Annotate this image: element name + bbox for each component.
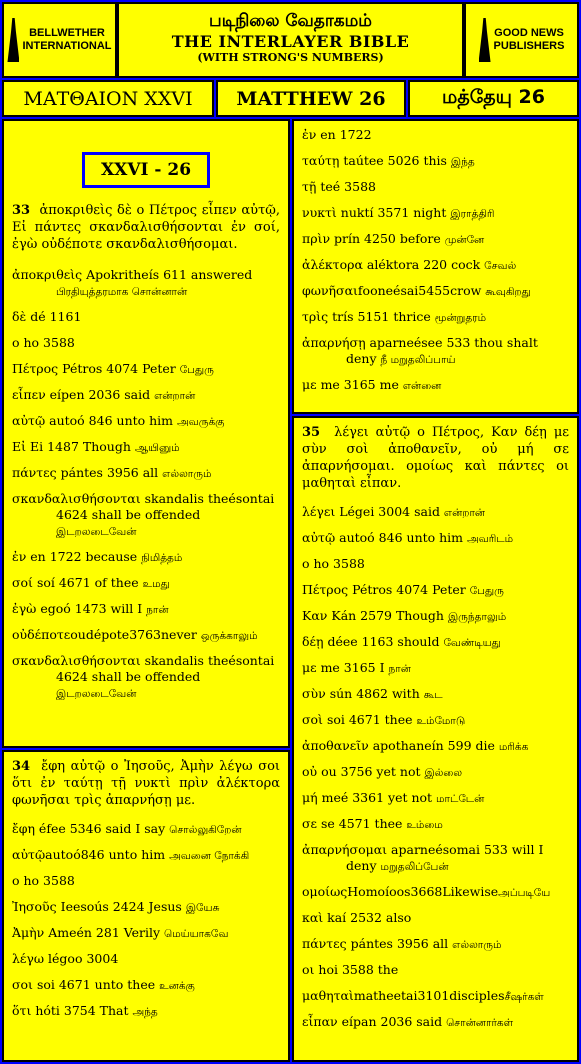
nav-tamil-label: மத்தேயு 26 (442, 86, 545, 108)
greek-word: ἀλέκτορα (302, 257, 363, 272)
word-gloss: soi 4671 unto thee (32, 977, 160, 992)
greek-word: Καν (302, 608, 328, 623)
word-gloss: egoó 1473 will I (36, 601, 147, 616)
tamil-gloss: நான் (146, 604, 169, 616)
verse-number: 33 (12, 203, 31, 218)
greek-word: τρὶς (302, 309, 329, 324)
word-gloss: Ieesoús 2424 Jesus (56, 899, 186, 914)
word-gloss: autoó 846 unto him (45, 413, 178, 428)
word-entry (12, 627, 280, 644)
word-entry (12, 465, 280, 482)
greek-word: τῇ (302, 179, 317, 194)
word-entry (12, 361, 280, 378)
nav-tamil (408, 80, 579, 117)
word-entry (302, 660, 569, 677)
tamil-gloss: என்றான் (154, 390, 196, 402)
word-entry (12, 873, 280, 890)
verse-34-text (12, 758, 280, 809)
word-entry (12, 413, 280, 430)
word-gloss: soi 4671 thee (322, 712, 417, 727)
greek-word: ἐν (12, 549, 27, 564)
greek-word: σε (302, 816, 318, 831)
word-entry (12, 1003, 280, 1020)
word-gloss: ho 3588 (19, 335, 75, 350)
word-entry (12, 309, 280, 326)
word-entry (302, 1014, 569, 1031)
tamil-gloss: இந்த (450, 156, 475, 168)
tamil-gloss: ஒருக்காலும் (200, 630, 258, 642)
tamil-gloss: உமது (142, 578, 170, 590)
greek-word: Ἀμὴν (12, 925, 45, 940)
greek-word: σοι (12, 977, 33, 992)
word-entry (302, 205, 569, 222)
word-gloss: éfee 5346 said I say (34, 821, 170, 836)
greek-word: σοὶ (302, 712, 323, 727)
greek-word: σοί (12, 575, 33, 590)
greek-word: ἀπαρνήσῃ (302, 335, 366, 350)
greek-word: ομοίως (302, 884, 348, 899)
greek-word: ο (12, 873, 20, 888)
tamil-gloss: அவனை நோக்கி (169, 850, 250, 862)
word-gloss: soí 4671 of thee (32, 575, 143, 590)
tamil-gloss: இல்லை (424, 767, 463, 779)
word-list (302, 504, 569, 1031)
word-entry (12, 977, 280, 994)
word-entry (302, 790, 569, 807)
word-gloss: Légei 3004 said (335, 504, 444, 519)
word-gloss: prín 4250 before (330, 231, 445, 246)
word-entry (12, 267, 280, 300)
greek-word: ἐν (302, 127, 317, 142)
greek-word: αὐτῷ (12, 413, 46, 428)
greek-word: οὐδέποτε (12, 627, 71, 642)
chapter-badge: XXVI - 26 (82, 152, 210, 188)
word-entry (302, 556, 569, 573)
greek-word: ἀποκριθεὶς (12, 267, 83, 282)
word-gloss: Homoíoos3668Likewise (347, 884, 499, 899)
tamil-gloss: என்றான் (443, 507, 486, 519)
tamil-gloss: மூன்றுதரம் (434, 312, 487, 324)
greek-word: δὲ (12, 309, 27, 324)
tamil-gloss: இராத்திரி (450, 208, 495, 220)
word-gloss: en 1722 (316, 127, 372, 142)
logo-right-line1: GOOD NEWS (494, 27, 564, 39)
tamil-gloss: முன்னே (444, 234, 485, 246)
word-gloss: autoó846 unto him (45, 847, 170, 862)
word-list (12, 267, 280, 702)
greek-word: σκανδαλισθήσονται (12, 653, 141, 668)
tamil-gloss: இடறலடைவேன் (56, 526, 137, 538)
tamil-gloss: இடறலடைவேன் (56, 688, 137, 700)
word-entry (302, 377, 569, 394)
word-entry (302, 127, 569, 144)
greek-word: μή (302, 790, 318, 805)
greek-word: Πέτρος (12, 361, 59, 376)
word-entry (302, 153, 569, 170)
tamil-gloss: சொல்லுகிறேன் (169, 824, 242, 836)
verse-greek-text: ἔφη αὐτῷ ο Ἰησοῦς, Ἀμὴν λέγω σοι ὅτι ἐν ταύτῃ τῇ νυκτὶ πρὶν ἀλέκτορα φωνῆσαι τρὶς ἀπαρνήσῃ με. (12, 759, 280, 808)
word-gloss: taútee 5026 this (339, 153, 451, 168)
word-entry (12, 925, 280, 942)
word-entry (302, 530, 569, 547)
verse-33-panel (2, 119, 290, 748)
word-gloss: hoi 3588 the (314, 962, 399, 977)
tamil-gloss: சீஷர்கள் (504, 991, 544, 1003)
greek-word: οι (302, 962, 315, 977)
greek-word: ἐγὼ (12, 601, 37, 616)
verse-35-text (302, 424, 569, 492)
word-entry (302, 842, 569, 875)
word-entry (302, 582, 569, 599)
verse-33-text (12, 202, 280, 253)
bellwether-logo (2, 2, 117, 78)
word-entry (12, 601, 280, 618)
greek-word: ἀπαρνήσομαι (302, 842, 388, 857)
verse-34-continued-panel (292, 119, 579, 414)
logo-left-line1: BELLWETHER (29, 27, 105, 39)
bellwether-logo-icon (7, 18, 19, 62)
word-entry (302, 608, 569, 625)
tamil-gloss: மறுதலிப்பேன் (380, 861, 449, 873)
nav-greek-label: ΜΑΤΘΑΙΟΝ XXVI (23, 87, 193, 110)
tamil-gloss: மெய்யாகவே (164, 928, 229, 940)
greek-word: Εἰ (12, 439, 27, 454)
greek-word: νυκτὶ (302, 205, 337, 220)
word-gloss: déee 1163 should (323, 634, 444, 649)
tamil-gloss: அவருக்கு (177, 416, 225, 428)
word-gloss: trís 5151 thrice (328, 309, 435, 324)
title-tamil: படிநிலை வேதாகமம் (209, 11, 372, 31)
word-gloss: kaí 2532 also (323, 910, 412, 925)
tamil-gloss: கூட (423, 689, 443, 701)
word-entry (302, 283, 569, 300)
word-gloss: nuktí 3571 night (336, 205, 451, 220)
word-gloss: ho 3588 (309, 556, 365, 571)
greek-word: ὅτι (12, 1003, 32, 1018)
greek-word: ο (12, 335, 20, 350)
logo-left-line2: INTERNATIONAL (22, 40, 112, 52)
tamil-gloss: கூவுகிறது (485, 286, 531, 298)
tamil-gloss: பேதுரு (469, 585, 504, 597)
greek-word: ο (302, 556, 310, 571)
word-gloss: oudépote3763never (70, 627, 201, 642)
word-gloss: aparneésomai 533 will I deny (346, 842, 544, 873)
greek-word: πρὶν (302, 231, 331, 246)
word-entry (302, 738, 569, 755)
word-gloss: Ei 1487 Though (26, 439, 135, 454)
verse-34-panel (2, 750, 290, 1062)
word-gloss: sún 4862 with (325, 686, 424, 701)
greek-word: πάντες (302, 936, 347, 951)
greek-word: αὐτῷ (302, 530, 336, 545)
word-gloss: Pétros 4074 Peter (348, 582, 470, 597)
word-entry (12, 847, 280, 864)
nav-greek (2, 80, 214, 117)
word-entry (302, 504, 569, 521)
tamil-gloss: சேவல் (484, 260, 517, 272)
word-entry (12, 951, 280, 968)
greek-word: Ἰησοῦς (12, 899, 57, 914)
word-entry (302, 712, 569, 729)
tamil-gloss: அந்த (132, 1006, 158, 1018)
word-list (302, 127, 569, 394)
word-gloss: matheetai3101disciples (353, 988, 505, 1003)
verse-number: 34 (12, 759, 31, 774)
word-gloss: me 3165 I (316, 660, 389, 675)
greek-word: μαθηταὶ (302, 988, 354, 1003)
word-gloss: teé 3588 (316, 179, 376, 194)
greek-word: ταύτῃ (302, 153, 340, 168)
word-gloss: légoo 3004 (44, 951, 119, 966)
greek-word: δέῃ (302, 634, 324, 649)
tamil-gloss: நீ மறுதலிப்பாய் (380, 354, 456, 366)
tamil-gloss: நிமித்தம் (141, 552, 183, 564)
greek-word: ἔφη (12, 821, 35, 836)
greek-word: σὺν (302, 686, 326, 701)
word-entry (12, 439, 280, 456)
greek-word: με (302, 377, 317, 392)
word-gloss: Ameén 281 Verily (44, 925, 165, 940)
word-gloss: pántes 3956 all (56, 465, 163, 480)
greek-word: φωνῆσαι (302, 283, 358, 298)
word-list (12, 821, 280, 1020)
word-gloss: fooneésai5455crow (357, 283, 486, 298)
greek-word: εἶπαν (302, 1014, 338, 1029)
tamil-gloss: மாட்டேன் (436, 793, 485, 805)
word-gloss: pántes 3956 all (346, 936, 453, 951)
word-entry (302, 936, 569, 953)
word-entry (12, 491, 280, 540)
tamil-gloss: பிரதியுத்தரமாக சொன்னான் (56, 286, 188, 298)
word-entry (302, 257, 569, 274)
verse-greek-text: λέγει αὐτῷ ο Πέτρος, Καν δέῃ με σὺν σοὶ ἀποθανεῖν, οὐ μή σε ἀπαρνήσομαι. ομοίως καὶ πάντες οι μαθηταὶ εἶπαν. (302, 425, 570, 491)
word-entry (302, 988, 569, 1005)
word-gloss: en 1722 because (26, 549, 142, 564)
word-gloss: Kán 2579 Though (327, 608, 448, 623)
greek-word: λέγω (12, 951, 45, 966)
good-news-logo (464, 2, 579, 78)
word-entry (302, 335, 569, 368)
verse-greek-text: ἀποκριθεὶς δὲ ο Πέτρος εἶπεν αὐτῷ, Εἰ πάντες σκανδαλισθήσονται ἐν σοί, ἐγὼ οὐδέποτε σκανδαλισθήσομαι. (12, 203, 280, 252)
verse-35-panel (292, 416, 579, 1062)
title-subtitle: (WITH STRONG'S NUMBERS) (197, 51, 384, 64)
word-entry (12, 335, 280, 352)
tamil-gloss: பேதுரு (179, 364, 214, 376)
greek-word: εἶπεν (12, 387, 46, 402)
word-gloss: eípan 2036 said (337, 1014, 447, 1029)
tamil-gloss: அவரிடம் (467, 533, 514, 545)
greek-word: σκανδαλισθήσονται (12, 491, 141, 506)
word-gloss: meé 3361 yet not (317, 790, 437, 805)
verse-number: 35 (302, 425, 321, 440)
word-gloss: ho 3588 (19, 873, 75, 888)
tamil-gloss: உம்மை (406, 819, 443, 831)
greek-word: λέγει (302, 504, 336, 519)
word-entry (302, 816, 569, 833)
word-entry (302, 231, 569, 248)
nav-english (216, 80, 406, 117)
word-gloss: dé 1161 (26, 309, 82, 324)
logo-right-line2: PUBLISHERS (493, 40, 565, 52)
word-entry (12, 899, 280, 916)
nav-english-label: MATTHEW 26 (236, 87, 386, 110)
word-entry (12, 387, 280, 404)
word-entry (12, 653, 280, 702)
greek-word: καὶ (302, 910, 324, 925)
greek-word: πάντες (12, 465, 57, 480)
word-gloss: aléktora 220 cock (362, 257, 485, 272)
word-gloss: eípen 2036 said (45, 387, 155, 402)
word-gloss: skandalis theésontai 4624 shall be offended (56, 653, 275, 684)
word-gloss: autoó 846 unto him (335, 530, 468, 545)
word-gloss: Pétros 4074 Peter (58, 361, 180, 376)
tamil-gloss: உனக்கு (159, 980, 195, 992)
greek-word: οὐ (302, 764, 318, 779)
tamil-gloss: மரிக்க (498, 741, 529, 753)
tamil-gloss: இருந்தாலும் (447, 611, 507, 623)
tamil-gloss: எல்லாரும் (162, 468, 212, 480)
word-gloss: se 4571 thee (317, 816, 407, 831)
tamil-gloss: அப்படியே (498, 887, 551, 899)
tamil-gloss: என்னை (402, 380, 442, 392)
greek-word: αὐτῷ (12, 847, 46, 862)
tamil-gloss: எல்லாரும் (452, 939, 502, 951)
word-gloss: hóti 3754 That (31, 1003, 133, 1018)
word-entry (302, 962, 569, 979)
word-gloss: me 3165 me (316, 377, 403, 392)
title-english: THE INTERLAYER BIBLE (171, 32, 410, 51)
word-entry (302, 910, 569, 927)
tamil-gloss: வேண்டியது (443, 637, 501, 649)
word-entry (302, 686, 569, 703)
good-news-logo-icon (479, 18, 491, 62)
word-entry (302, 634, 569, 651)
word-gloss: apothaneín 599 die (368, 738, 499, 753)
greek-word: Πέτρος (302, 582, 349, 597)
word-entry (302, 179, 569, 196)
word-entry (12, 821, 280, 838)
word-entry (12, 575, 280, 592)
tamil-gloss: இயேசு (185, 902, 220, 914)
greek-word: ἀποθανεῖν (302, 738, 369, 753)
greek-word: με (302, 660, 317, 675)
word-gloss: ou 3756 yet not (317, 764, 425, 779)
tamil-gloss: நான் (388, 663, 411, 675)
word-entry (302, 309, 569, 326)
title-block (117, 2, 464, 78)
word-entry (302, 764, 569, 781)
word-gloss: Apokritheís 611 answered (82, 267, 253, 282)
tamil-gloss: சொன்னார்கள் (446, 1017, 514, 1029)
tamil-gloss: ஆயினும் (134, 442, 180, 454)
word-entry (302, 884, 569, 901)
word-gloss: skandalis theésontai 4624 shall be offended (56, 491, 275, 522)
word-gloss: aparneésee 533 thou shalt deny (346, 335, 538, 366)
word-entry (12, 549, 280, 566)
tamil-gloss: உம்மோடு (416, 715, 466, 727)
